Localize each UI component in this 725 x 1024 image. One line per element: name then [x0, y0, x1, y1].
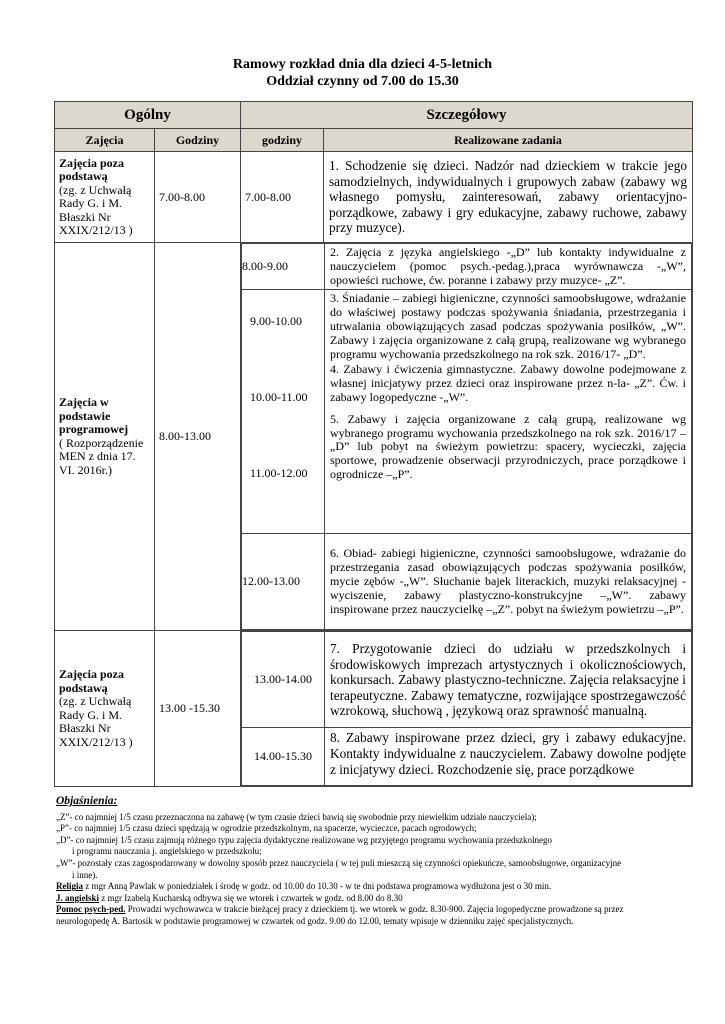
task-3: 3. Śniadanie – zabiegi higieniczne, czynności samoobsługowe, wdrażanie do właściwej postawy podczas spożywania śniadania, przestrzegania i utrwalania obowiązujących zasad podczas spożywania posiłków, „W”. Zabawy i zajęcia organizowane z całą grupą, realizowane wg wybranego programu wychowania przedszkolnego na rok szk. 2016/17- „D”. — [330, 291, 687, 361]
schedule-table — [54, 101, 693, 787]
block1-hours: 7.00-8.00 — [155, 152, 241, 243]
group-ogolny: Ogólny — [55, 102, 241, 129]
col-zadania: Realizowane zadania — [324, 129, 693, 152]
notes-title: Objaśnienia: — [56, 795, 118, 807]
column-header-row — [55, 129, 693, 152]
task-2: 2. Zajęcia z języka angielskiego -„D” lub kontakty indywidualne z nauczycielem (pomoc psych.-pedag.),praca wyrównawcza -„W”, opowieści ruchowe, ćw. poranne i zabawy przy muzyce- „Z”. — [325, 244, 692, 290]
col-godziny-detail: godziny — [241, 129, 324, 152]
block2-label: Zajęcia w podstawie programowej ( Rozporządzenie MEN z dnia 17. VI. 2016r.) — [55, 243, 155, 631]
detail-hour: 14.00-15.30 — [242, 728, 325, 786]
note-angielski: J. angielski z mgr Izabelą Kucharską odbywa się we wtorek i czwartek w godz. od 8.00 do 8.30 — [56, 892, 403, 903]
table-row — [55, 152, 693, 243]
block1-detail-hours: 7.00-8.00 — [241, 152, 324, 243]
note-d: „D”- co najmniej 1/5 czasu zajmują różnego typu zajęcia dydaktyczne realizowane wg przyjętego programu wychowania przedszkolnego — [56, 834, 553, 845]
task-5: 5. Zabawy i zajęcia organizowane z całą grupą, realizowane wg wybranego programu wychowania przedszkolnego na rok szk. 2016/17 –„D” lub pobyt na świeżym powietrzu: spacery, wycieczki, zajęcia sportowe, prowadzenie obserwacji przyrodniczych, prace porządkowe i ogrodnicze –„P”. — [330, 411, 687, 481]
table-row — [55, 243, 693, 631]
detail-hour: 12.00-13.00 — [242, 534, 325, 630]
note-religia: Religia z mgr Anną Pawlak w poniedziałek i środę w godz. od 10.00 do 10.30 - w te dni podstawa programowa wydłużona jest o 30 min. — [56, 881, 552, 892]
note-w-cont: i inne). — [72, 869, 98, 880]
table-row — [55, 631, 693, 787]
block1-label: Zajęcia poza podstawą (zg. z Uchwałą Rady G. i M. Błaszki Nr XXIX/212/13 ) — [55, 152, 155, 243]
detail-hour: 10.00-11.00 — [250, 390, 308, 405]
task-8: 8. Zabawy inspirowane przez dzieci, gry i zabawy edukacyjne. Kontakty indywidualne z nauczycielem. Zabawy dowolne podjęte z inicjatywy dzieci. Rozchodzenie się, prace porządkowe — [325, 728, 692, 786]
detail-hour: 11.00-12.00 — [250, 466, 308, 481]
detail-hour: 9.00-10.00 — [250, 314, 302, 329]
page-title: Ramowy rozkład dnia dla dzieci 4-5-letnich — [232, 57, 493, 72]
detail-hour: 8.00-9.00 — [242, 244, 325, 290]
task-6: 6. Obiad- zabiegi higieniczne, czynności samoobsługowe, wdrażanie do przestrzegania zasad obowiązujących podczas spożywania posiłków, mycie zębów -„W”. Słuchanie bajek literackich, muzyki relaksacyjnej - wyciszenie, zabawy plastyczno-konstrukcyjne –„W”. zabawy inspirowane przez nauczycielkę –„Z”. pobyt na świeżym powietrzu –„P”. — [325, 534, 692, 630]
task-7: 7. Przygotowanie dzieci do udziału w przedszkolnych i środowiskowych imprezach artystycznych i okolicznościowych, konkursach. Zabawy plastyczno-techniczne. Zajęcia relaksacyjne i terapeutyczne. Zabawy tematyczne, rozwijające spostrzegawczość wzrokową, słuchową , językową oraz sprawność manualną. — [325, 632, 692, 728]
note-z: „Z”- co najmniej 1/5 czasu przeznaczona na zabawę (w tym czasie dzieci bawią się swobodnie przy niewielkim udziale nauczyciela); — [56, 811, 537, 822]
note-pomoc: Pomoc psych-ped. Prowadzi wychowawca w trakcie bieżącej pracy z dzieckiem tj. we wtorek w godz. 8.30-900. Zajęcia logopedyczne prowadzone są przez neurologopedę A. Bartosik w podstawie programowej w czwartek od godz. 9.00 do 12.00, tematy wpisuje w dzienniku zajęć specjalistycznych. — [56, 904, 624, 926]
detail-hour: 13.00-14.00 — [242, 632, 325, 728]
task-4: 4. Zabawy i ćwiczenia gimnastyczne. Zabawy dowolne podejmowane z własnej inicjatywy przez dzieci oraz inspirowane przez n-la- „Z”. Ćw. i zabawy logopedyczne -„W”. — [330, 362, 687, 404]
notes-section — [56, 796, 676, 928]
task-1: 1. Schodzenie się dzieci. Nadzór nad dzieckiem w trakcie jego samodzielnych, indywidualnych i grupowych zabaw (zabawy wg własnego pomysłu, zainteresowań, zabawy orientacyjno-porządkowe, zabawy i gry edukacyjne, zabawy ruchowe, zabawy przy muzyce). — [324, 152, 693, 243]
block2-detail — [241, 243, 693, 631]
block3-hours: 13.00 -15.30 — [155, 631, 241, 787]
col-godziny: Godziny — [155, 129, 241, 152]
group-szczegolowy: Szczegółowy — [241, 102, 693, 129]
page-subtitle: Oddział czynny od 7.00 do 15.30 — [266, 74, 459, 89]
block2-hours: 8.00-13.00 — [155, 243, 241, 631]
block3-detail — [241, 631, 693, 787]
group-header-row — [55, 102, 693, 129]
note-d-cont: i programu nauczania j. angielskiego w przedszkolu; — [72, 846, 262, 857]
col-zajecia: Zajęcia — [55, 129, 155, 152]
note-p: „P”- co najmniej 1/5 czasu dzieci spędzają w ogrodzie przedszkolnym, na spacerze, wycieczce, pacach ogrodowych; — [56, 823, 477, 834]
note-w: „W”- pozostały czas zagospodarowany w dowolny sposób przez nauczyciela ( w tej puli mieszczą się czynności opiekuńcze, samoobsługowe, organizacyjne — [56, 857, 622, 868]
block3-label: Zajęcia poza podstawą (zg. z Uchwałą Rady G. i M. Błaszki Nr XXIX/212/13 ) — [55, 631, 155, 787]
